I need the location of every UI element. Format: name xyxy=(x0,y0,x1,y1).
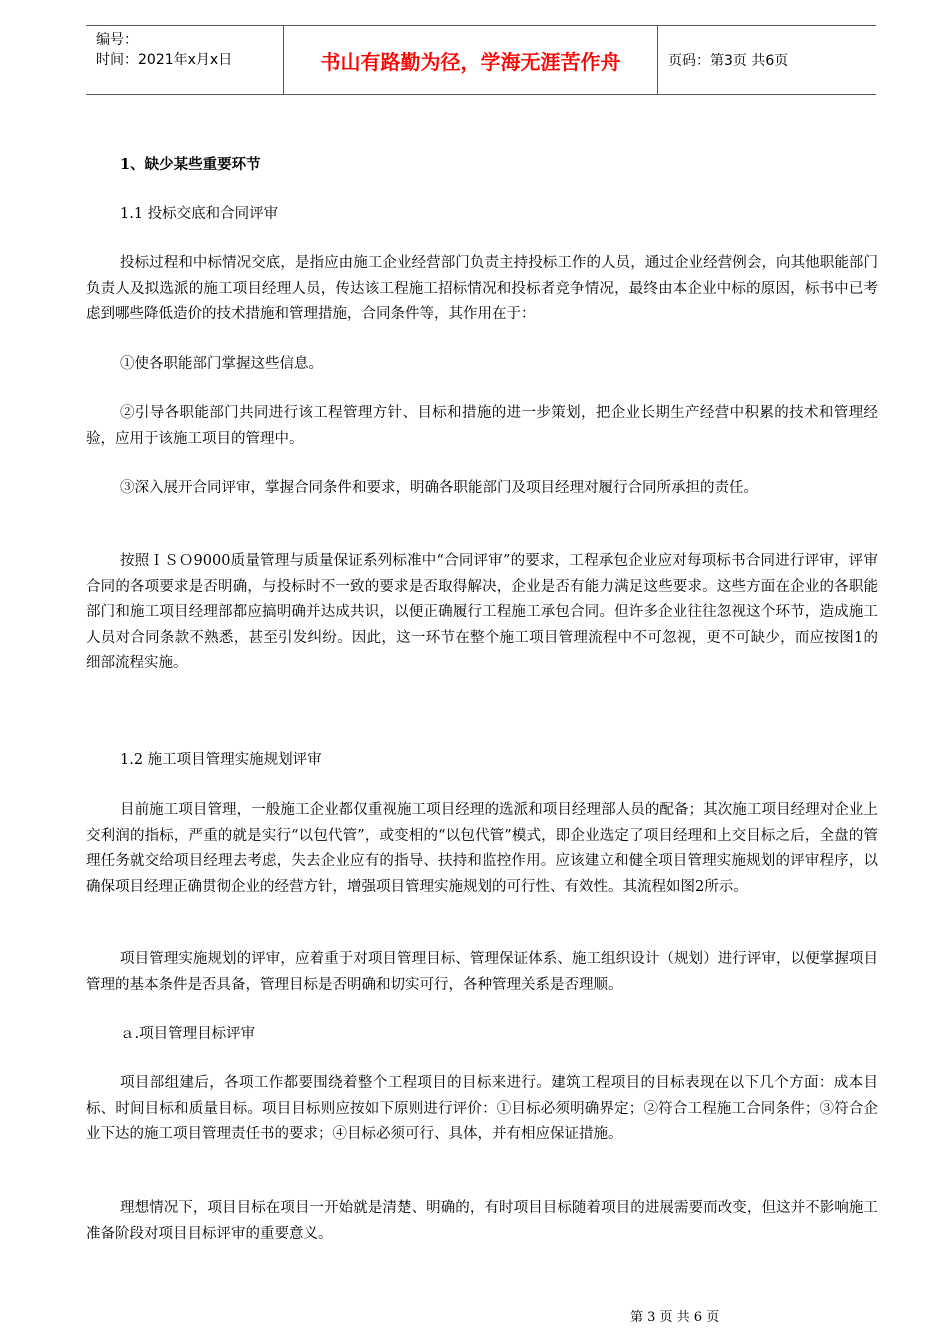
paragraph-bid-briefing: 投标过程和中标情况交底，是指应由施工企业经营部门负责主持投标工作的人员，通过企业经营例会，向其他职能部门负责人及拟选派的施工项目经理人员，传达该工程施工招标情况和投标者竞争情况，最终由本企业中标的原因，标书中已考虑到哪些降低造价的技术措施和管理措施，合同条件等，其作用在于： xyxy=(86,255,878,322)
paragraph-item-2: ②引导各职能部门共同进行该工程管理方针、目标和措施的进一步策划，把企业长期生产经营中积累的技术和管理经验，应用于该施工项目的管理中。 xyxy=(86,405,878,447)
paragraph-item-3: ③深入展开合同评审，掌握合同条件和要求，明确各职能部门及项目经理对履行合同所承担的责任。 xyxy=(120,480,758,496)
page-footer: 第 3 页 共 6 页 xyxy=(630,1310,720,1325)
paragraph-iso9000: 按照ＩＳＯ9000质量管理与质量保证系列标准中“合同评审”的要求，工程承包企业应对每项标书合同进行评审，评审合同的各项要求是否明确，与投标时不一致的要求是否取得解决，企业是否有能力满足这些要求。这些方面在企业的各职能部门和施工项目经理部都应搞明确并达成共识，以便正确履行工程施工承包合同。但许多企业往往忽视这个环节，造成施工人员对合同条款不熟悉，甚至引发纠纷。因此，这一环节在整个施工项目管理流程中不可忽视，更不可缺少，而应按图1的细部流程实施。 xyxy=(86,553,878,671)
section-heading-a: ａ.项目管理目标评审 xyxy=(120,1026,256,1042)
section-heading-1-1: 1.1 投标交底和合同评审 xyxy=(120,206,279,222)
header-meta xyxy=(86,26,284,94)
document-time: 时间：2021年x月x日 xyxy=(96,52,233,68)
paragraph-item-1: ①使各职能部门掌握这些信息。 xyxy=(120,356,323,372)
paragraph-ideal-case: 理想情况下，项目目标在项目一开始就是清楚、明确的，有时项目目标随着项目的进展需要而改变，但这并不影响施工准备阶段对项目目标评审的重要意义。 xyxy=(86,1200,878,1242)
section-heading-1-2: 1.2 施工项目管理实施规划评审 xyxy=(120,752,322,768)
paragraph-project-goals: 项目部组建后，各项工作都要围绕着整个工程项目的目标来进行。建筑工程项目的目标表现在以下几个方面：成本目标、时间目标和质量目标。项目目标则应按如下原则进行评价：①目标必须明确界定；②符合工程施工合同条件；③符合企业下达的施工项目管理责任书的要求；④目标必须可行、具体，并有相应保证措施。 xyxy=(86,1075,878,1142)
paragraph-plan-review: 项目管理实施规划的评审，应着重于对项目管理目标、管理保证体系、施工组织设计（规划）进行评审，以便掌握项目管理的基本条件是否具备，管理目标是否明确和切实可行，各种管理关系是否理顺。 xyxy=(86,951,878,993)
header-page-info: 页码：第3页 共6页 xyxy=(668,53,789,69)
page-header xyxy=(86,25,876,95)
header-motto: 书山有路勤为径，学海无涯苦作舟 xyxy=(284,26,658,94)
paragraph-current-management: 目前施工项目管理，一般施工企业都仅重视施工项目经理的选派和项目经理部人员的配备；其次施工项目经理对企业上交利润的指标，严重的就是实行“以包代管”，或变相的“以包代管”模式，即企业选定了项目经理和上交目标之后，全盘的管理任务就交给项目经理去考虑，失去企业应有的指导、扶持和监控作用。应该建立和健全项目管理实施规划的评审程序，以确保项目经理正确贯彻企业的经营方针，增强项目管理实施规划的可行性、有效性。其流程如图2所示。 xyxy=(86,802,878,895)
section-heading-1: 1、缺少某些重要环节 xyxy=(120,156,261,173)
document-number-label: 编号： xyxy=(96,32,138,48)
